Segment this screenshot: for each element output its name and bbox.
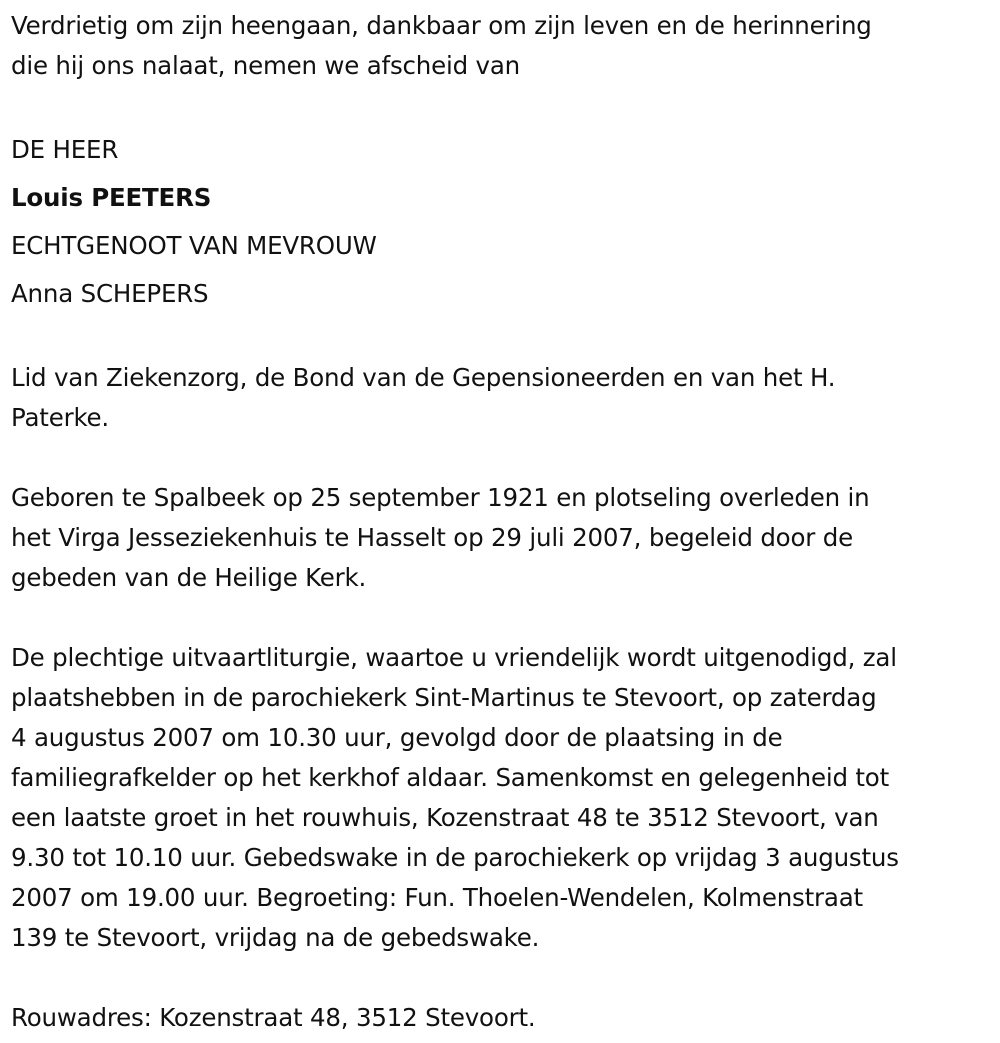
deceased-heading [11, 126, 996, 318]
spacer [11, 598, 996, 638]
membership-paragraph: Lid van Ziekenzorg, de Bond van de Gepensioneerden en van het H. Paterke. [11, 363, 836, 432]
deceased-name: Louis PEETERS [11, 183, 212, 212]
spacer [11, 86, 996, 126]
spacer [11, 438, 996, 478]
relation-line: ECHTGENOOT VAN MEVROUW [11, 231, 377, 260]
intro-paragraph: Verdrietig om zijn heengaan, dankbaar om zijn leven en de herinnering die hij ons nalaat, nemen we afscheid van [11, 11, 872, 80]
title-prefix: DE HEER [11, 135, 119, 164]
spacer [11, 318, 996, 358]
spacer [11, 958, 996, 998]
address-line: Rouwadres: Kozenstraat 48, 3512 Stevoort. [11, 1003, 536, 1032]
birth-death-paragraph: Geboren te Spalbeek op 25 september 1921 en plotseling overleden in het Virga Jesseziekenhuis te Hasselt op 29 juli 2007, begeleid door de gebeden van de Heilige Kerk. [11, 483, 870, 592]
spouse-name: Anna SCHEPERS [11, 279, 209, 308]
funeral-paragraph: De plechtige uitvaartliturgie, waartoe u vriendelijk wordt uitgenodigd, zal plaatshebben in de parochiekerk Sint-Martinus te Stevoort, op zaterdag 4 augustus 2007 om 10.30 uur, gevolgd door de plaatsing in de familiegrafkelder op het kerkhof aldaar. Samenkomst en gelegenheid tot een laatste groet in het rouwhuis, Kozenstraat 48 te 3512 Stevoort, van 9.30 tot 10.10 uur. Gebedswake in de parochiekerk op vrijdag 3 augustus 2007 om 19.00 uur. Begroeting: Fun. Thoelen-Wendelen, Kolmenstraat 139 te Stevoort, vrijdag na de gebedswake. [11, 643, 899, 952]
obituary-document [11, 6, 996, 1038]
